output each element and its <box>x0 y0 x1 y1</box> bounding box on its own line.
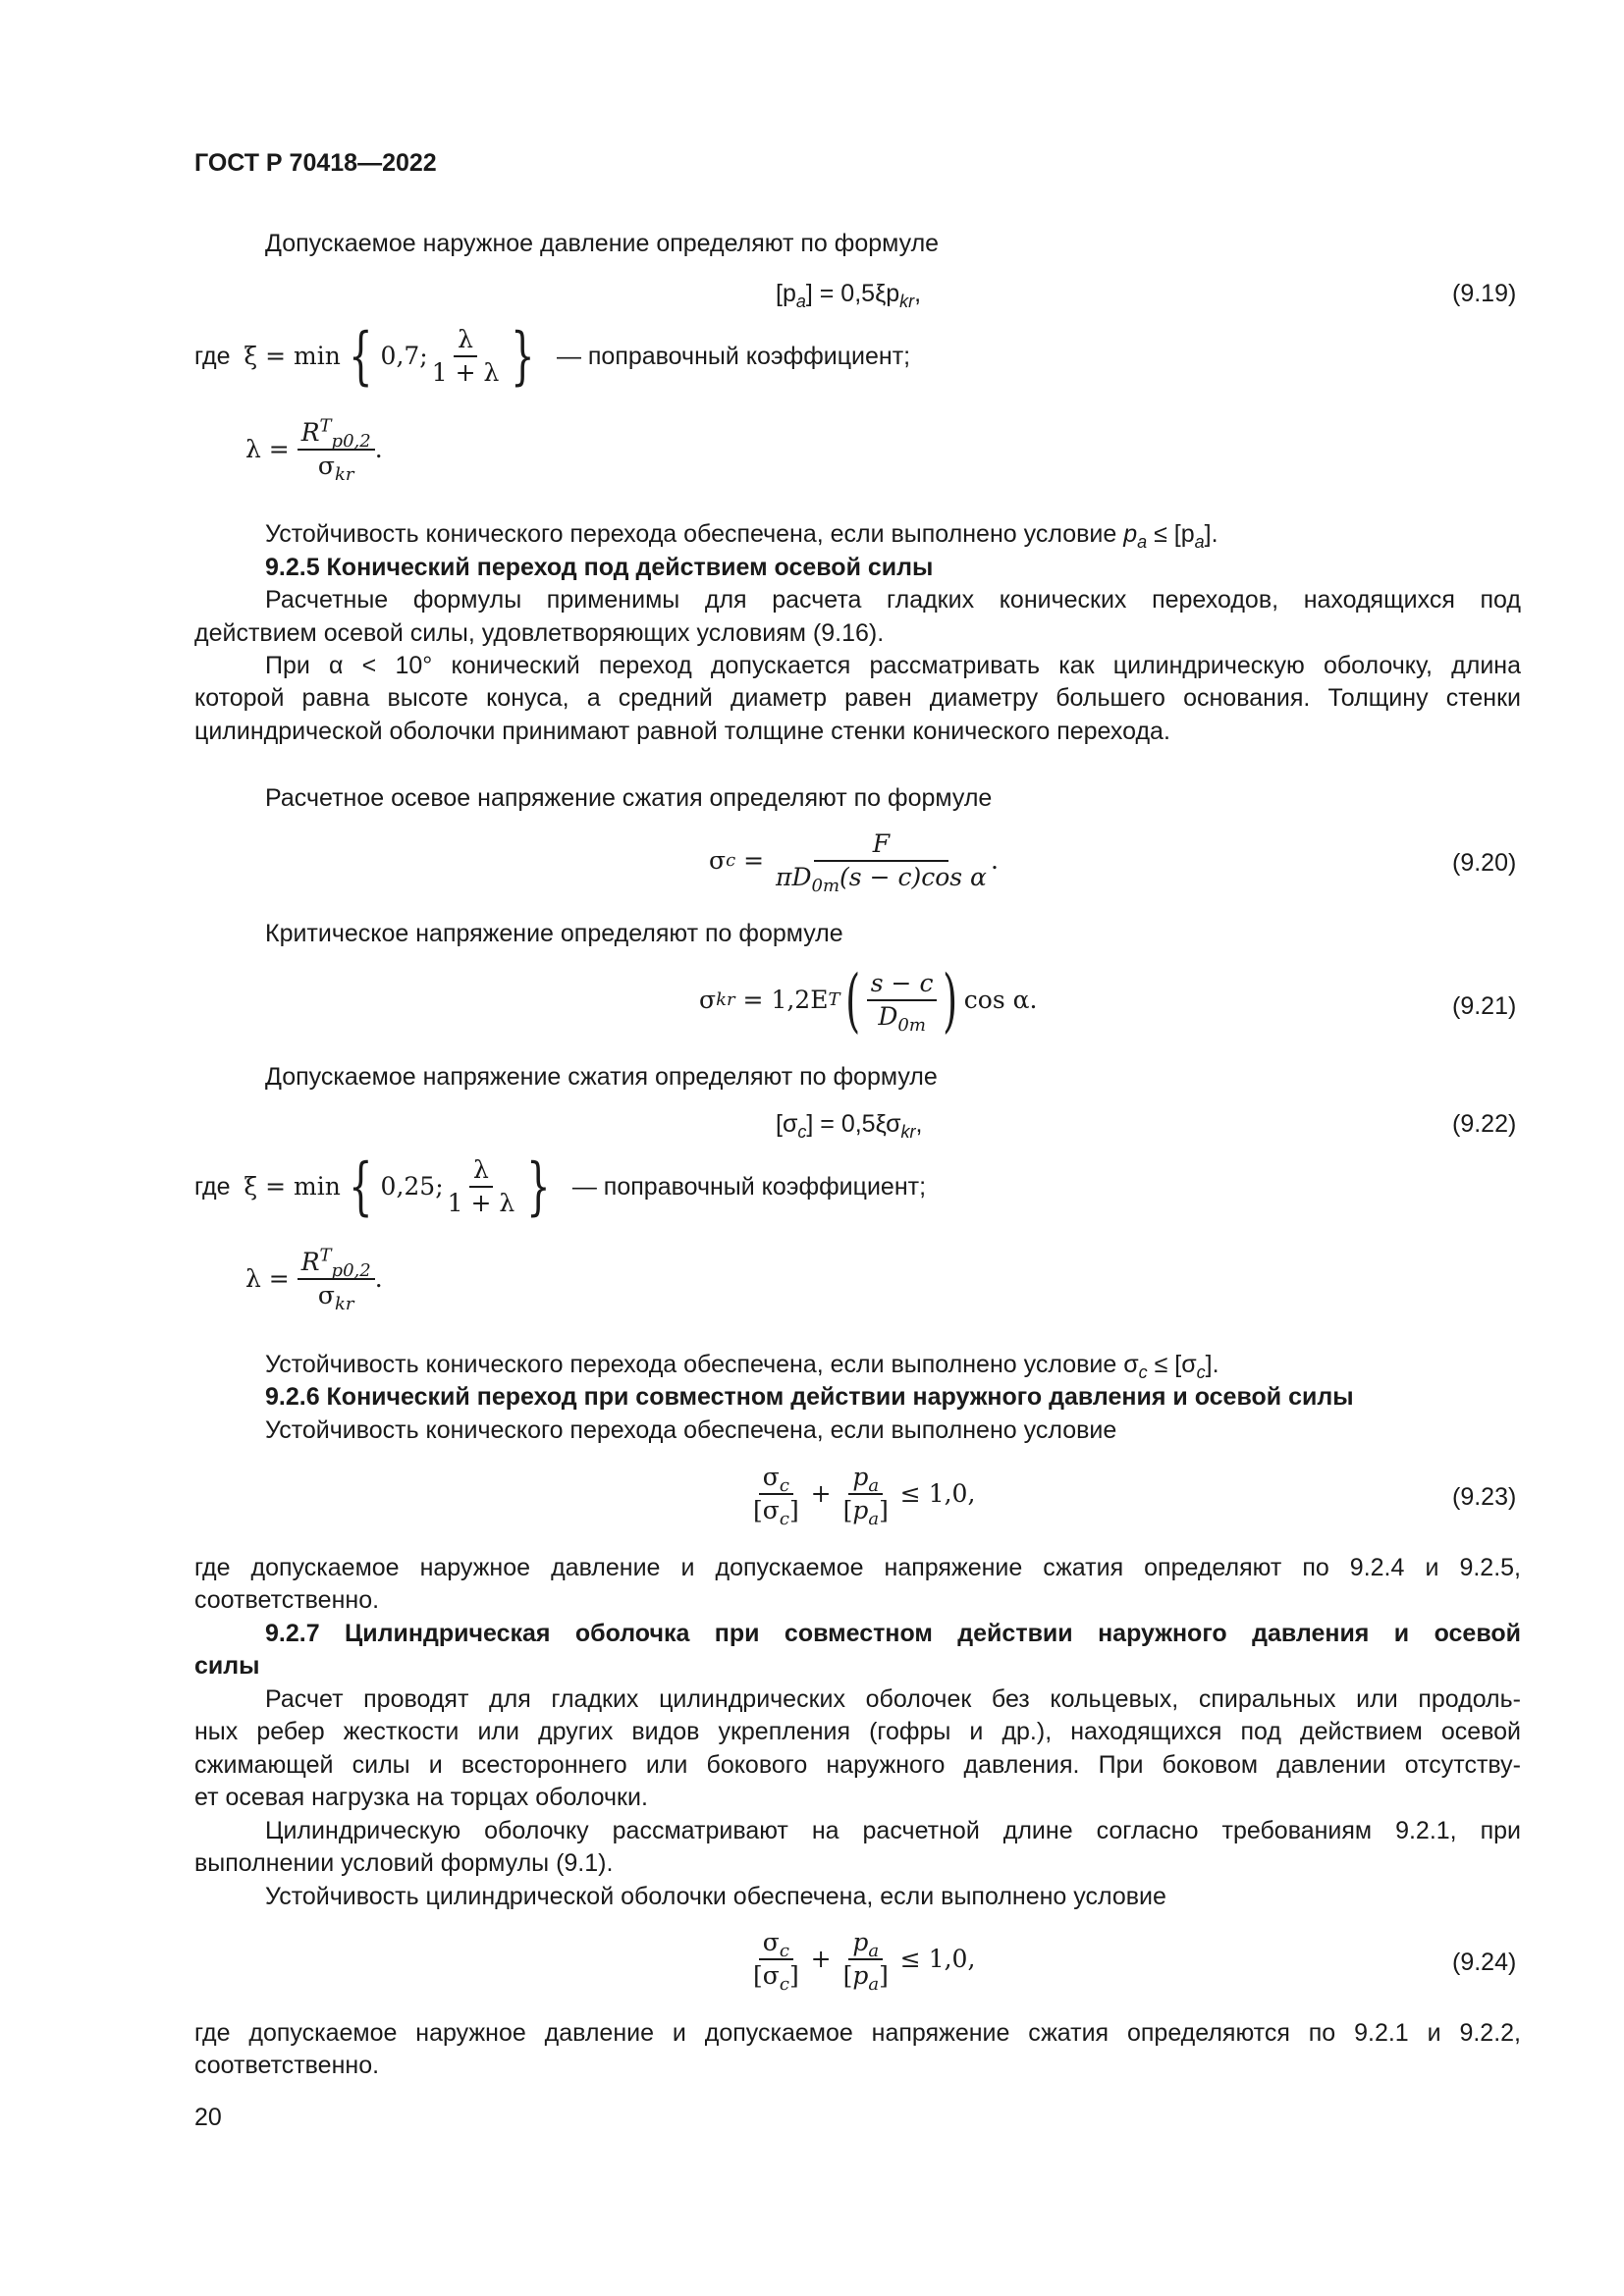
paragraph-9-2-5-b-line2: которой равна высоте конуса, а средний диаметр равен диаметру большего основания. Толщину стенки <box>194 684 1521 712</box>
equation-number-9-22: (9.22) <box>1452 1110 1517 1138</box>
paragraph-axial-stress-intro: Расчетное осевое напряжение сжатия определяют по формуле <box>265 784 993 812</box>
paragraph-9-2-7-a-line2: ных ребер жесткости или других видов укрепления (гофры и др.), находящихся под действием осевой <box>194 1718 1521 1745</box>
paragraph-allowable-stress-intro: Допускаемое напряжение сжатия определяют по формуле <box>265 1063 938 1091</box>
lambda-definition-1: λ = $\frac{R^T_{p0,2}}{\sigma_{kr}}$ . <box>245 415 383 485</box>
paragraph-9-2-5-a-line1: Расчетные формулы применимы для расчета гладких конических переходов, находящихся под <box>265 586 1521 614</box>
document-header: ГОСТ Р 70418—2022 <box>194 149 437 177</box>
stability-condition-2: Устойчивость конического перехода обеспечена, если выполнено условие $\sigma_c \le [\sigma_c]$. <box>265 1351 1219 1382</box>
paragraph-9-2-6: Устойчивость конического перехода обеспечена, если выполнено условие <box>265 1416 1117 1444</box>
paragraph-9-2-7-a-line1: Расчет проводят для гладких цилиндрических оболочек без кольцевых, спиральных или продоль- <box>265 1685 1521 1713</box>
paragraph-9-2-7-a-line3: сжимающей силы и всестороннего или бокового наружного давления. При боковом давлении отсутству- <box>194 1751 1521 1779</box>
equation-9-24: $\frac{\sigma_c}{[\sigma_c]}$ + $\frac{p_a}{[p_a]}$ ≤ 1,0, <box>753 1928 976 1995</box>
paragraph-allowable-pressure-intro: Допускаемое наружное давление определяют по формуле <box>265 230 940 257</box>
section-9-2-6-title: 9.2.6 Конический переход при совместном действии наружного давления и осевой силы <box>265 1383 1354 1411</box>
paragraph-9-2-7-d-line2: соответственно. <box>194 2052 380 2079</box>
stability-condition-1: Устойчивость конического перехода обеспечена, если выполнено условие $p_a \le [p_a]$. <box>265 520 1218 552</box>
paragraph-9-2-6-note-line2: соответственно. <box>194 1586 380 1614</box>
equation-9-20: σ c = $\frac{F}{\pi D_{0m}(s - c)\cos \alpha}$ . <box>709 829 999 896</box>
paragraph-9-2-5-b-line1: При α < 10° конический переход допускается рассматривать как цилиндрическую оболочку, длина <box>265 652 1521 679</box>
xi-definition-2: где ξ = min { 0,25; $\frac{\lambda}{1 + \lambda}$ } — поправочный коэффициент; <box>194 1150 927 1223</box>
section-9-2-7-title-line2: силы <box>194 1652 260 1680</box>
paragraph-9-2-7-d-line1: где допускаемое наружное давление и допускаемое напряжение сжатия определяются по 9.2.1 и 9.2.2, <box>194 2019 1521 2047</box>
page-number: 20 <box>194 2104 222 2131</box>
paragraph-9-2-7-b-line2: выполнении условий формулы (9.1). <box>194 1849 614 1877</box>
paragraph-9-2-5-b-line3: цилиндрической оболочки принимают равной толщине стенки конического перехода. <box>194 718 1170 745</box>
equation-9-19: $[p_a] = 0,5\xi p_{kr}$, <box>776 280 922 311</box>
paragraph-9-2-5-a-line2: действием осевой силы, удовлетворяющих условиям (9.16). <box>194 619 885 647</box>
equation-number-9-20: (9.20) <box>1452 849 1517 877</box>
equation-number-9-21: (9.21) <box>1452 992 1517 1020</box>
paragraph-critical-stress-intro: Критическое напряжение определяют по формуле <box>265 920 843 947</box>
equation-9-21: σ kr = 1,2E T ( $\frac{s - c}{D_{0m}}$ ) cos α. <box>699 960 1038 1041</box>
equation-number-9-19: (9.19) <box>1452 280 1517 307</box>
equation-9-23: $\frac{\sigma_c}{[\sigma_c]}$ + $\frac{p_a}{[p_a]}$ ≤ 1,0, <box>753 1463 976 1529</box>
section-9-2-7-title-line1: 9.2.7 Цилиндрическая оболочка при совместном действии наружного давления и осевой <box>265 1620 1521 1647</box>
paragraph-9-2-7-a-line4: ет осевая нагрузка на торцах оболочки. <box>194 1784 648 1811</box>
equation-number-9-24: (9.24) <box>1452 1949 1517 1976</box>
equation-number-9-23: (9.23) <box>1452 1483 1517 1511</box>
paragraph-9-2-7-b-line1: Цилиндрическую оболочку рассматривают на расчетной длине согласно требованиям 9.2.1, при <box>265 1817 1521 1844</box>
lambda-definition-2: λ = $\frac{R^T_{p0,2}}{\sigma_{kr}}$ . <box>245 1245 383 1314</box>
equation-9-22: $[\sigma_c] = 0,5\xi\sigma_{kr}$, <box>776 1110 923 1142</box>
xi-definition-1: где ξ = min { 0,7; $\frac{\lambda}{1 + \lambda}$ } — поправочный коэффициент; <box>194 320 911 393</box>
section-9-2-5-title: 9.2.5 Конический переход под действием осевой силы <box>265 554 934 581</box>
paragraph-9-2-6-note-line1: где допускаемое наружное давление и допускаемое напряжение сжатия определяют по 9.2.4 и 9.2.5, <box>194 1554 1521 1581</box>
paragraph-9-2-7-c: Устойчивость цилиндрической оболочки обеспечена, если выполнено условие <box>265 1883 1166 1910</box>
